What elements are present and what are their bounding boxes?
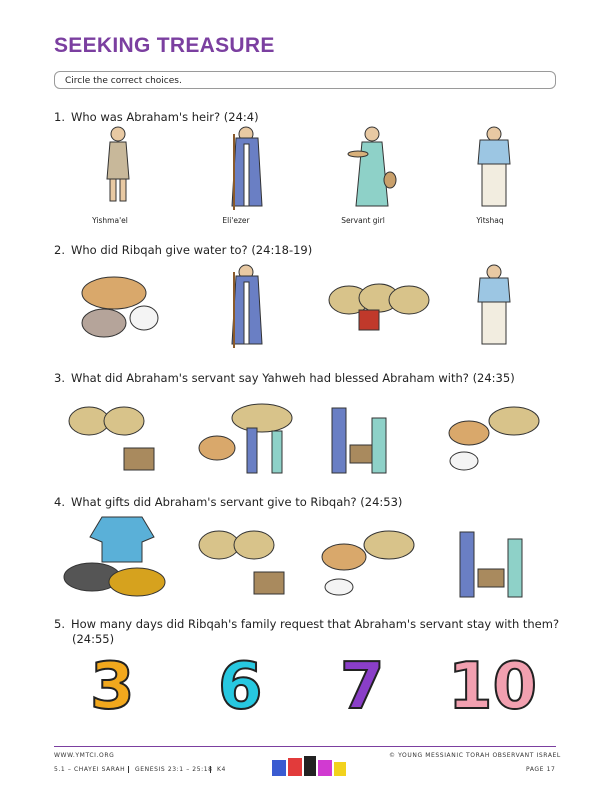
footer-divider [54,746,556,747]
q4-figures [54,512,556,602]
question-number: 5. [54,617,65,631]
person-servant-girl-icon[interactable] [348,127,396,206]
person-ishmael-icon[interactable] [107,127,129,201]
answer-7[interactable]: 7 [340,650,385,724]
footer-website: WWW.YMTCI.ORG [54,752,115,759]
servants-gold-icon[interactable] [332,408,386,473]
caption-ishmael: Yishma'el [92,216,128,225]
footer-grade: K4 [210,766,226,773]
animals-servants-icon[interactable] [199,404,292,473]
person-eliezer-icon[interactable] [232,127,262,210]
footer-logo-icon [270,754,348,778]
question-number: 3. [54,371,65,385]
question-text: Who was Abraham's heir? (24:4) [70,110,259,124]
question-number: 4. [54,495,65,509]
question-text: What gifts did Abraham's servant give to Ribqah? (24:53) [70,495,403,509]
question-4 [54,495,402,509]
question-1 [54,110,259,124]
question-text: Who did Ribqah give water to? (24:18-19) [70,243,313,257]
cattle-sheep-icon[interactable] [82,277,158,337]
camels-gold-icon[interactable] [199,531,284,594]
answer-10[interactable]: 10 [448,650,538,724]
cattle-camels-icon[interactable] [322,531,414,595]
question-5-reference: (24:55) [72,632,115,646]
question-2 [54,243,312,257]
footer-copyright: © YOUNG MESSIANIC TORAH OBSERVANT ISRAEL [389,752,561,759]
person-yitshaq-icon[interactable] [478,127,510,206]
animals-camels-icon[interactable] [449,407,539,470]
page-title: SEEKING TREASURE [54,34,275,57]
servants-gold-icon[interactable] [460,532,522,597]
answer-3[interactable]: 3 [90,650,135,724]
question-3 [54,371,515,385]
question-5 [54,617,559,631]
garment-jewels-icon[interactable] [64,517,165,596]
question-text: What did Abraham's servant say Yahweh had blessed Abraham with? (24:35) [70,371,515,385]
caption-servant-girl: Servant girl [341,216,385,225]
footer-reference: GENESIS 23:1 – 25:18 [128,766,213,773]
question-number: 1. [54,110,65,124]
q3-figures [54,388,556,478]
q2-figures [54,260,556,352]
camels-gold-icon[interactable] [69,407,154,470]
answer-6[interactable]: 6 [218,650,263,724]
person-yitshaq-icon[interactable] [478,265,510,344]
question-number: 2. [54,243,65,257]
caption-yitshaq: Yitshaq [476,216,504,225]
q1-figures [54,124,556,214]
instruction-box: Circle the correct choices. [54,71,556,89]
footer-page: PAGE 17 [526,766,556,773]
footer-lesson: 5.1 – CHAYEI SARAH [54,766,126,773]
caption-eliezer: Eli'ezer [222,216,250,225]
person-eliezer-icon[interactable] [232,265,262,348]
camels-icon[interactable] [329,284,429,330]
question-text: How many days did Ribqah's family request that Abraham's servant stay with them? [70,617,560,631]
